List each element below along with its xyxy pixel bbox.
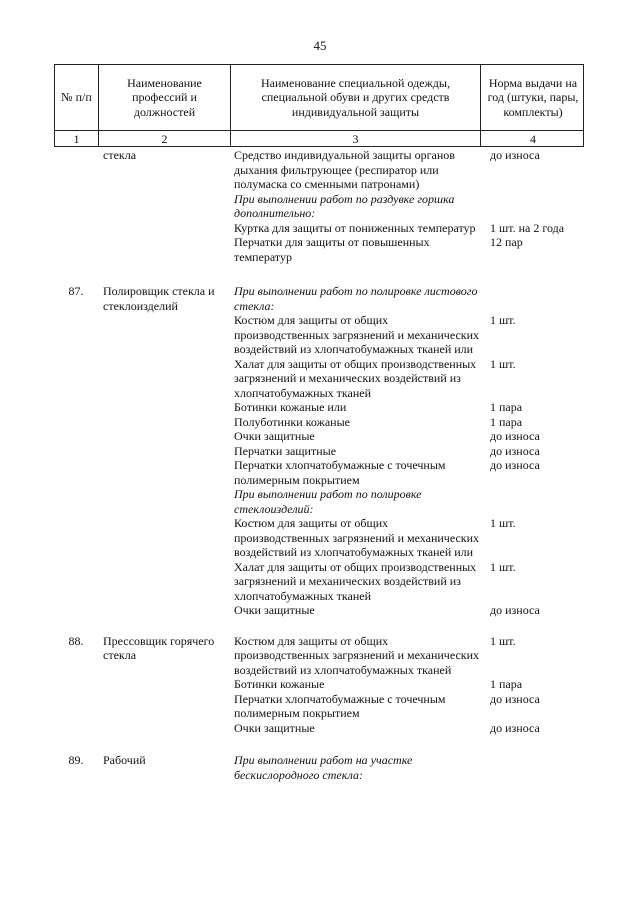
issue-norm: 1 шт. на 2 года (490, 220, 565, 235)
ppe-norms-table (54, 64, 584, 782)
equipment-name: Куртка для защиты от пониженных температур (234, 220, 476, 235)
equipment-item (234, 415, 584, 430)
table-row (54, 753, 584, 782)
issue-norm: 1 шт. (490, 516, 516, 530)
equipment-item (234, 677, 584, 692)
equipment-name: Перчатки защитные (234, 443, 337, 458)
issue-norm: до износа (490, 458, 540, 472)
work-condition-note: При выполнении работ по полировке стеклоизделий: (234, 487, 422, 516)
equipment-name: Халат для защиты от общих производственных загрязнений и механических воздействий из хлопчатобумажных тканей (234, 559, 477, 603)
profession-name: Рабочий (103, 753, 146, 767)
equipment-list (234, 284, 584, 618)
header-norm: Норма выдачи на год (штуки, пары, комплекты) (487, 75, 579, 119)
issue-norm (484, 284, 588, 313)
equipment-item (234, 357, 584, 401)
equipment-item (234, 235, 584, 264)
equipment-list (234, 148, 584, 264)
header-profession: Наименование профессий и должностей (99, 65, 231, 130)
issue-norm: 12 пар (490, 235, 523, 249)
table-body (54, 148, 584, 782)
equipment-name: Костюм для защиты от общих производственных загрязнений и механических воздействий из хлопчатобумажных тканей или (234, 516, 480, 559)
equipment-item (234, 634, 584, 678)
table-row (54, 634, 584, 736)
equipment-item (234, 284, 584, 313)
equipment-item (234, 313, 584, 357)
issue-norm (484, 753, 588, 782)
issue-norm: до износа (490, 720, 540, 735)
equipment-item (234, 560, 584, 604)
equipment-item (234, 721, 584, 736)
issue-norm: до износа (490, 429, 540, 443)
equipment-item (234, 400, 584, 415)
equipment-item (234, 444, 584, 459)
column-number: 3 (231, 131, 481, 146)
issue-norm: 1 пара (490, 400, 523, 414)
equipment-item (234, 148, 584, 192)
equipment-item (234, 429, 584, 444)
issue-norm: до износа (490, 443, 540, 458)
equipment-item (234, 692, 584, 721)
issue-norm: до износа (490, 603, 540, 617)
equipment-name: Очки защитные (234, 603, 315, 617)
column-number: 1 (55, 131, 99, 146)
column-numbers-row (54, 131, 584, 147)
equipment-name: Перчатки хлопчатобумажные с точечным полимерным покрытием (234, 458, 446, 487)
row-number: 89. (68, 753, 84, 767)
equipment-name: Очки защитные (234, 720, 315, 735)
issue-norm: 1 шт. (490, 313, 516, 327)
equipment-list (234, 753, 584, 782)
issue-norm: до износа (490, 148, 540, 162)
issue-norm: 1 шт. (490, 633, 516, 648)
equipment-cell (230, 634, 584, 736)
equipment-item (234, 221, 584, 236)
issue-norm: 1 шт. (490, 559, 516, 574)
equipment-cell (230, 753, 584, 782)
equipment-cell (230, 284, 584, 618)
equipment-item (234, 516, 584, 560)
issue-norm: 1 пара (490, 677, 523, 691)
issue-norm (484, 192, 588, 221)
equipment-name: Перчатки для защиты от повышенных температур (234, 235, 430, 264)
row-number: 88. (68, 633, 84, 648)
profession-name: Прессовщик горячего стекла (103, 633, 215, 662)
equipment-item (234, 753, 584, 782)
equipment-name: Костюм для защиты от общих производственных загрязнений и механических воздействий из хлопчатобумажных тканей (234, 633, 480, 677)
row-number (54, 148, 98, 264)
equipment-name: Средство индивидуальной защиты органов дыхания фильтрующее (респиратор или полумаска со сменными патронами) (234, 148, 455, 191)
equipment-name: Халат для защиты от общих производственных загрязнений и механических воздействий из хлопчатобумажных тканей (234, 356, 477, 400)
issue-norm: 1 пара (490, 414, 523, 429)
equipment-item (234, 487, 584, 516)
page-number: 45 (313, 38, 327, 53)
table-row (54, 148, 584, 264)
issue-norm: 1 шт. (490, 356, 516, 371)
equipment-name: Очки защитные (234, 429, 315, 443)
table-row (54, 284, 584, 618)
work-condition-note: При выполнении работ по раздувке горшка дополнительно: (234, 191, 455, 220)
issue-norm (484, 487, 588, 516)
equipment-name: Ботинки кожаные или (234, 400, 347, 414)
equipment-name: Перчатки хлопчатобумажные с точечным полимерным покрытием (234, 691, 446, 720)
work-condition-note: При выполнении работ на участке бескислородного стекла: (234, 753, 413, 782)
profession-name: стекла (103, 148, 137, 162)
equipment-name: Полуботинки кожаные (234, 414, 350, 429)
header-equipment: Наименование специальной одежды, специальной обуви и других средств индивидуальной защиты (231, 65, 481, 130)
header-number: № п/п (55, 65, 99, 130)
equipment-name: Костюм для защиты от общих производственных загрязнений и механических воздействий из хлопчатобумажных тканей или (234, 313, 480, 356)
issue-norm: до износа (490, 691, 540, 706)
equipment-item (234, 458, 584, 487)
column-number: 2 (99, 131, 231, 146)
profession-name: Полировщик стекла и стеклоизделий (103, 284, 215, 313)
equipment-name: Ботинки кожаные (234, 677, 325, 691)
row-number: 87. (68, 284, 84, 298)
equipment-list (234, 634, 584, 736)
work-condition-note: При выполнении работ по полировке листового стекла: (234, 284, 478, 313)
equipment-item (234, 192, 584, 221)
equipment-item (234, 603, 584, 618)
column-number: 4 (530, 131, 536, 146)
equipment-cell (230, 148, 584, 264)
table-header (54, 64, 584, 131)
